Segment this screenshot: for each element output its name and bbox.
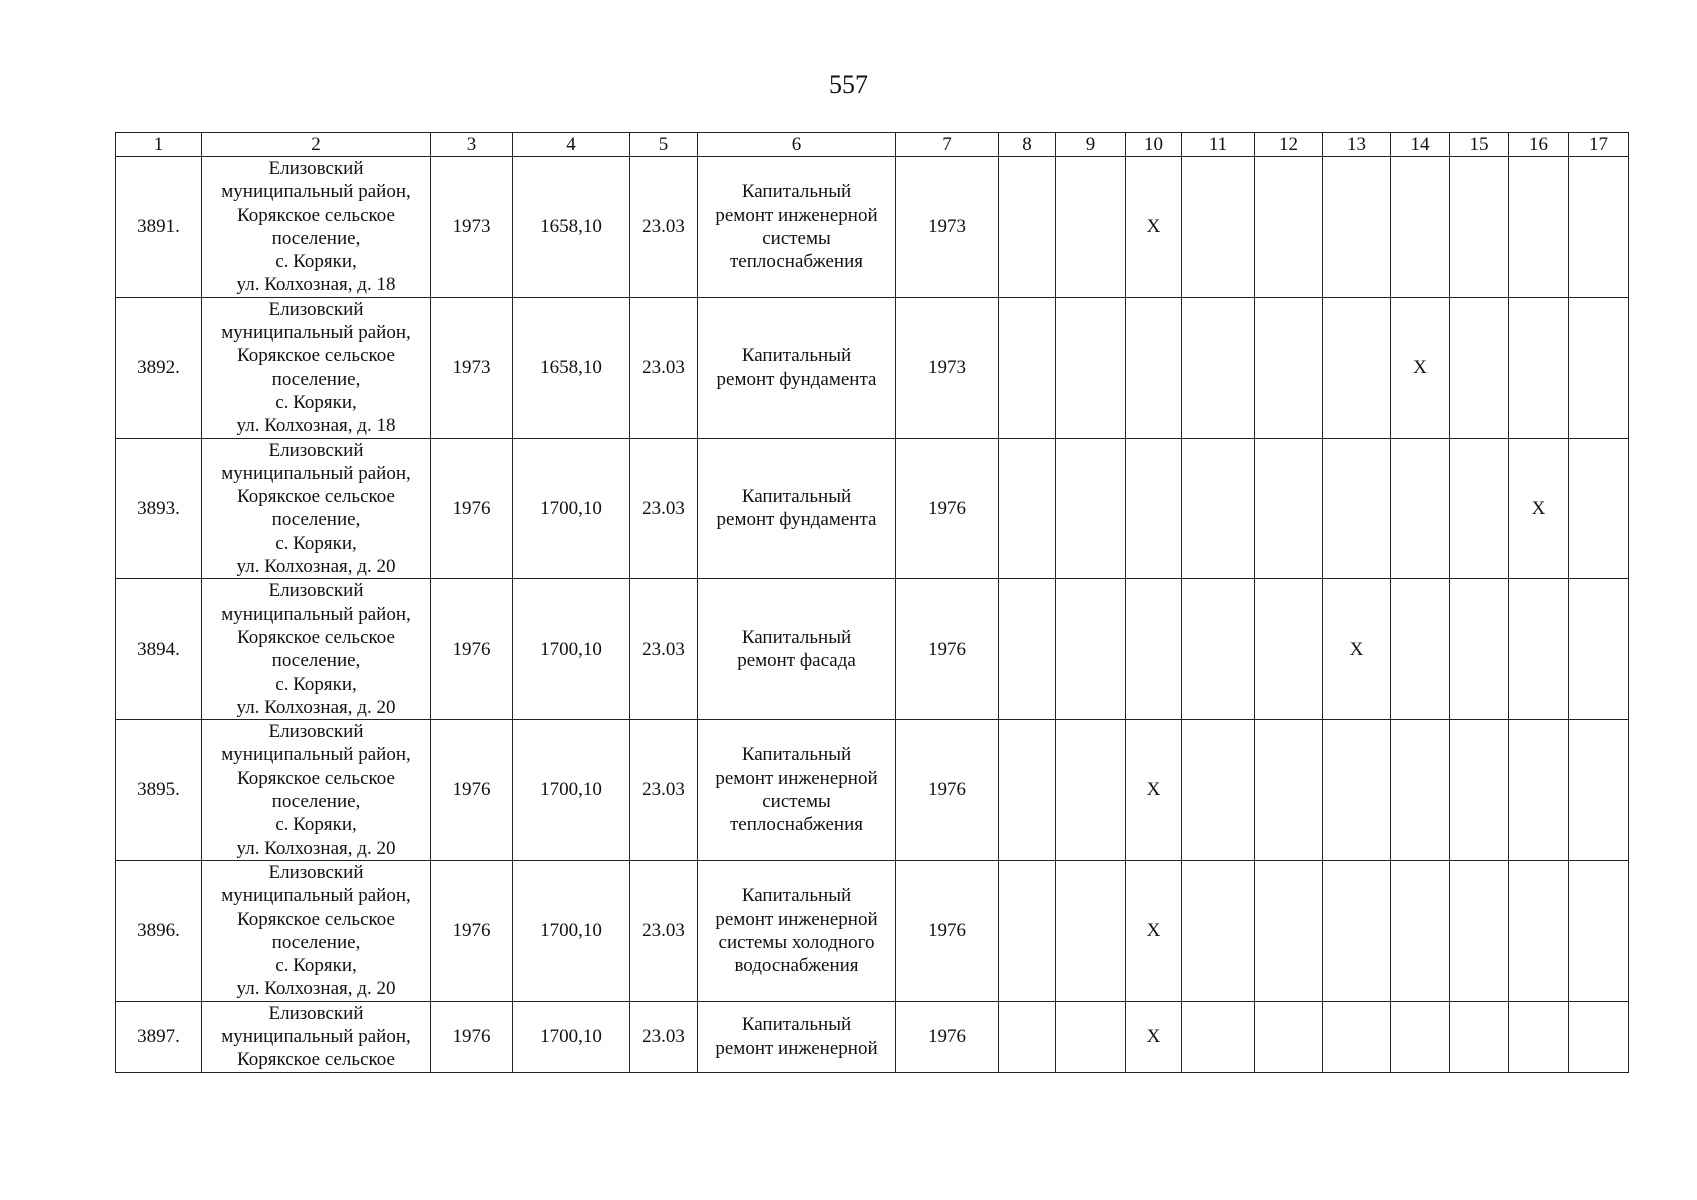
column-header: 9 <box>1056 133 1126 157</box>
empty-cell-col-11 <box>1182 297 1255 438</box>
empty-cell-col-9 <box>1056 579 1126 720</box>
work-type-cell: Капитальный ремонт инженерной системы холодного водоснабжения <box>698 860 896 1001</box>
table-row <box>116 297 1629 438</box>
mark-cell-col-16: X <box>1509 438 1569 579</box>
area-cell: 1700,10 <box>513 720 630 861</box>
area-cell: 1700,10 <box>513 860 630 1001</box>
empty-cell-col-13 <box>1323 297 1391 438</box>
empty-cell-col-9 <box>1056 297 1126 438</box>
empty-cell-col-13 <box>1323 1001 1391 1072</box>
build-year-cell: 1976 <box>431 1001 513 1072</box>
empty-cell-col-8 <box>999 720 1056 861</box>
address-cell: Елизовский муниципальный район, Корякское сельское поселение, с. Коряки, ул. Колхозная, д. 20 <box>202 438 431 579</box>
empty-cell-col-17 <box>1569 438 1629 579</box>
code-cell: 23.03 <box>630 157 698 298</box>
empty-cell-col-9 <box>1056 720 1126 861</box>
table-row <box>116 579 1629 720</box>
column-header: 4 <box>513 133 630 157</box>
table-body <box>116 157 1629 1073</box>
column-header: 1 <box>116 133 202 157</box>
code-cell: 23.03 <box>630 438 698 579</box>
empty-cell-col-12 <box>1255 579 1323 720</box>
empty-cell-col-16 <box>1509 720 1569 861</box>
table-row <box>116 157 1629 298</box>
build-year-cell: 1976 <box>431 438 513 579</box>
work-type-cell: Капитальный ремонт фундамента <box>698 438 896 579</box>
page-number: 557 <box>829 70 868 99</box>
row-number-cell: 3893. <box>116 438 202 579</box>
empty-cell-col-15 <box>1450 860 1509 1001</box>
table-row <box>116 1001 1629 1072</box>
empty-cell-col-11 <box>1182 157 1255 298</box>
empty-cell-col-8 <box>999 438 1056 579</box>
build-year-cell: 1976 <box>431 579 513 720</box>
empty-cell-col-16 <box>1509 860 1569 1001</box>
empty-cell-col-8 <box>999 157 1056 298</box>
build-year-cell: 1973 <box>431 157 513 298</box>
empty-cell-col-15 <box>1450 579 1509 720</box>
empty-cell-col-14 <box>1391 579 1450 720</box>
column-header: 11 <box>1182 133 1255 157</box>
work-type-cell: Капитальный ремонт инженерной системы теплоснабжения <box>698 720 896 861</box>
column-header: 14 <box>1391 133 1450 157</box>
empty-cell-col-12 <box>1255 297 1323 438</box>
code-cell: 23.03 <box>630 1001 698 1072</box>
mark-cell-col-10: X <box>1126 157 1182 298</box>
mark-cell-col-14: X <box>1391 297 1450 438</box>
empty-cell-col-17 <box>1569 297 1629 438</box>
empty-cell-col-16 <box>1509 579 1569 720</box>
work-year-cell: 1976 <box>896 1001 999 1072</box>
work-year-cell: 1973 <box>896 157 999 298</box>
empty-cell-col-10 <box>1126 438 1182 579</box>
mark-cell-col-10: X <box>1126 720 1182 861</box>
mark-cell-col-10: X <box>1126 1001 1182 1072</box>
code-cell: 23.03 <box>630 860 698 1001</box>
column-header: 13 <box>1323 133 1391 157</box>
area-cell: 1658,10 <box>513 297 630 438</box>
empty-cell-col-15 <box>1450 720 1509 861</box>
row-number-cell: 3896. <box>116 860 202 1001</box>
empty-cell-col-11 <box>1182 579 1255 720</box>
empty-cell-col-17 <box>1569 720 1629 861</box>
address-cell: Елизовский муниципальный район, Корякское сельское поселение, с. Коряки, ул. Колхозная, д. 18 <box>202 297 431 438</box>
empty-cell-col-12 <box>1255 438 1323 579</box>
column-header: 5 <box>630 133 698 157</box>
table-row <box>116 438 1629 579</box>
empty-cell-col-14 <box>1391 720 1450 861</box>
row-number-cell: 3892. <box>116 297 202 438</box>
empty-cell-col-9 <box>1056 1001 1126 1072</box>
row-number-cell: 3894. <box>116 579 202 720</box>
empty-cell-col-8 <box>999 1001 1056 1072</box>
empty-cell-col-12 <box>1255 720 1323 861</box>
address-cell: Елизовский муниципальный район, Корякское сельское <box>202 1001 431 1072</box>
code-cell: 23.03 <box>630 720 698 861</box>
row-number-cell: 3897. <box>116 1001 202 1072</box>
empty-cell-col-12 <box>1255 157 1323 298</box>
empty-cell-col-16 <box>1509 297 1569 438</box>
column-header: 3 <box>431 133 513 157</box>
table-row <box>116 860 1629 1001</box>
column-header: 15 <box>1450 133 1509 157</box>
code-cell: 23.03 <box>630 297 698 438</box>
repair-schedule-table <box>115 132 1629 1073</box>
work-year-cell: 1976 <box>896 860 999 1001</box>
column-header: 12 <box>1255 133 1323 157</box>
empty-cell-col-15 <box>1450 1001 1509 1072</box>
work-type-cell: Капитальный ремонт инженерной <box>698 1001 896 1072</box>
build-year-cell: 1976 <box>431 720 513 861</box>
work-year-cell: 1976 <box>896 438 999 579</box>
empty-cell-col-14 <box>1391 1001 1450 1072</box>
empty-cell-col-11 <box>1182 720 1255 861</box>
empty-cell-col-15 <box>1450 297 1509 438</box>
area-cell: 1700,10 <box>513 1001 630 1072</box>
column-header: 7 <box>896 133 999 157</box>
work-year-cell: 1976 <box>896 579 999 720</box>
empty-cell-col-15 <box>1450 157 1509 298</box>
empty-cell-col-12 <box>1255 1001 1323 1072</box>
empty-cell-col-10 <box>1126 579 1182 720</box>
address-cell: Елизовский муниципальный район, Корякское сельское поселение, с. Коряки, ул. Колхозная, д. 18 <box>202 157 431 298</box>
empty-cell-col-11 <box>1182 438 1255 579</box>
address-cell: Елизовский муниципальный район, Корякское сельское поселение, с. Коряки, ул. Колхозная, д. 20 <box>202 860 431 1001</box>
column-header: 17 <box>1569 133 1629 157</box>
work-year-cell: 1976 <box>896 720 999 861</box>
empty-cell-col-13 <box>1323 860 1391 1001</box>
address-cell: Елизовский муниципальный район, Корякское сельское поселение, с. Коряки, ул. Колхозная, д. 20 <box>202 720 431 861</box>
code-cell: 23.03 <box>630 579 698 720</box>
empty-cell-col-13 <box>1323 720 1391 861</box>
mark-cell-col-10: X <box>1126 860 1182 1001</box>
column-header: 16 <box>1509 133 1569 157</box>
area-cell: 1658,10 <box>513 157 630 298</box>
column-header: 10 <box>1126 133 1182 157</box>
work-year-cell: 1973 <box>896 297 999 438</box>
empty-cell-col-13 <box>1323 438 1391 579</box>
empty-cell-col-9 <box>1056 157 1126 298</box>
address-cell: Елизовский муниципальный район, Корякское сельское поселение, с. Коряки, ул. Колхозная, д. 20 <box>202 579 431 720</box>
column-header: 6 <box>698 133 896 157</box>
empty-cell-col-11 <box>1182 1001 1255 1072</box>
work-type-cell: Капитальный ремонт фундамента <box>698 297 896 438</box>
work-type-cell: Капитальный ремонт фасада <box>698 579 896 720</box>
empty-cell-col-17 <box>1569 579 1629 720</box>
column-number-row <box>116 133 1629 157</box>
empty-cell-col-13 <box>1323 157 1391 298</box>
column-header: 8 <box>999 133 1056 157</box>
build-year-cell: 1973 <box>431 297 513 438</box>
empty-cell-col-14 <box>1391 438 1450 579</box>
empty-cell-col-8 <box>999 579 1056 720</box>
empty-cell-col-16 <box>1509 1001 1569 1072</box>
empty-cell-col-16 <box>1509 157 1569 298</box>
empty-cell-col-10 <box>1126 297 1182 438</box>
empty-cell-col-15 <box>1450 438 1509 579</box>
empty-cell-col-12 <box>1255 860 1323 1001</box>
empty-cell-col-8 <box>999 860 1056 1001</box>
build-year-cell: 1976 <box>431 860 513 1001</box>
empty-cell-col-17 <box>1569 1001 1629 1072</box>
column-header: 2 <box>202 133 431 157</box>
empty-cell-col-9 <box>1056 860 1126 1001</box>
table-row <box>116 720 1629 861</box>
mark-cell-col-13: X <box>1323 579 1391 720</box>
empty-cell-col-17 <box>1569 157 1629 298</box>
row-number-cell: 3891. <box>116 157 202 298</box>
area-cell: 1700,10 <box>513 438 630 579</box>
work-type-cell: Капитальный ремонт инженерной системы теплоснабжения <box>698 157 896 298</box>
empty-cell-col-9 <box>1056 438 1126 579</box>
empty-cell-col-14 <box>1391 860 1450 1001</box>
empty-cell-col-17 <box>1569 860 1629 1001</box>
empty-cell-col-11 <box>1182 860 1255 1001</box>
row-number-cell: 3895. <box>116 720 202 861</box>
area-cell: 1700,10 <box>513 579 630 720</box>
empty-cell-col-14 <box>1391 157 1450 298</box>
empty-cell-col-8 <box>999 297 1056 438</box>
